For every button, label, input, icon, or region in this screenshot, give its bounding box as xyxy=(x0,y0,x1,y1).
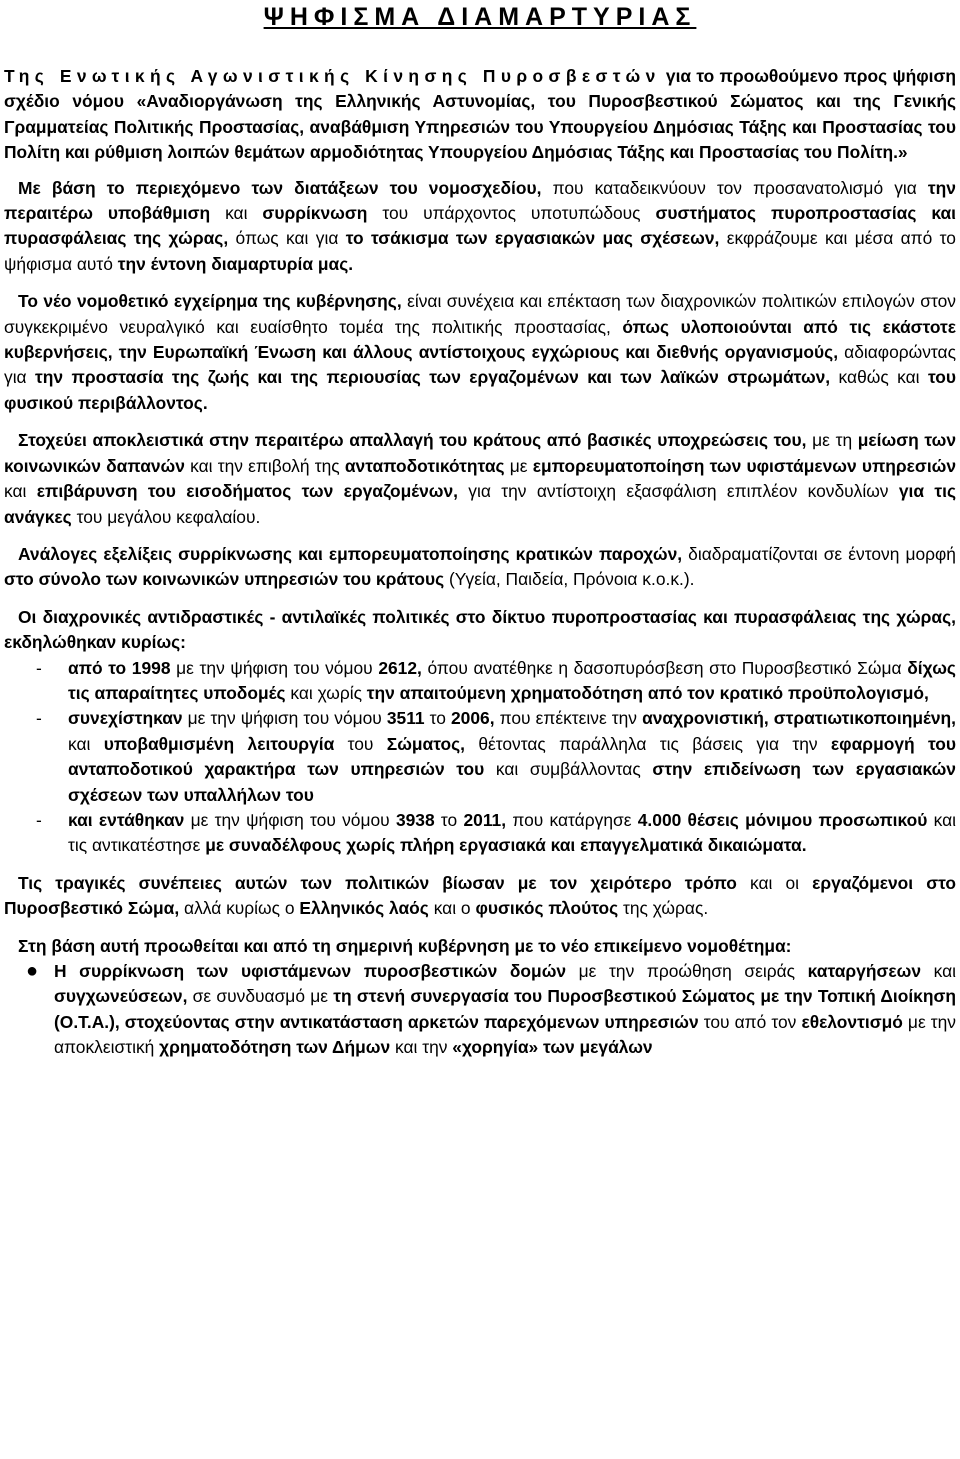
paragraph-3: Στοχεύει αποκλειστικά στην περαιτέρω απαλλαγή του κράτους από βασικές υποχρεώσεις του, με τη μείωση των κοινωνικών δαπανών και την επιβολή της ανταποδοτικότητας με εμπορευματοποίηση των υφιστάμενων υπηρεσιών και επιβάρυνση του εισοδήματος των εργαζομένων, για την αντίστοιχη εξασφάλιση επιπλέον κονδυλίων για τις ανάγκες του μεγάλου κεφαλαίου. xyxy=(4,430,957,527)
paragraph-7: Στη βάση αυτή προωθείται και από τη σημερινή κυβέρνηση με το νέο επικείμενο νομοθέτημα: xyxy=(18,935,792,956)
list-item: ● Η συρρίκνωση των υφιστάμενων πυροσβεστικών δομών με την προώθηση σειράς καταργήσεων και συγχωνεύσεων, σε συνδυασμό με τη στενή συνεργασία του Πυροσβεστικού Σώματος με την Τοπική Διοίκηση (Ο.Τ.Α.), στοχεύοντας στην αντικατάσταση αρκετών παρεχόμενων υπηρεσιών του από τον εθελοντισμό με την αποκλειστική χρηματοδότηση των Δήμων και την «χορηγία» των μεγάλων xyxy=(26,960,956,1058)
list-item: - συνεχίστηκαν με την ψήφιση του νόμου 3511 το 2006, που επέκτεινε την αναχρονιστική, στρατιωτικοποιημένη, και υποβαθμισμένη λειτουργία του Σώματος, θέτοντας παράλληλα τις βάσεις για την εφαρμογή του ανταποδοτικού χαρακτήρα των υπηρεσιών του και συμβάλλοντας στην επιδείνωση των εργασιακών σχέσεων των υπαλλήλων του xyxy=(36,708,956,805)
dash-list xyxy=(4,656,956,859)
bullet-marker: ● xyxy=(26,960,39,982)
document-title: ΨΗΦΙΣΜΑ ΔΙΑΜΑΡΤΥΡΙΑΣ xyxy=(263,3,697,31)
list-item: - και εντάθηκαν με την ψήφιση του νόμου 3938 το 2011, που κατάργησε 4.000 θέσεις μόνιμου προσωπικού και τις αντικατέστησε με συναδέλφους χωρίς πλήρη εργασιακά και επαγγελματικά δικαιώματα. xyxy=(36,809,957,856)
intro-paragraph xyxy=(4,64,956,166)
paragraph-1: Με βάση το περιεχόμενο των διατάξεων του νομοσχεδίου, που καταδεικνύουν τον προσανατολισμό για την περαιτέρω υποβάθμιση και συρρίκνωση του υπάρχοντος υποτυπώδους συστήματος πυροπροστασίας και πυρασφάλειας της χώρας, όπως και για το τσάκισμα των εργασιακών μας σχέσεων, εκφράζουμε και μέσα από το ψήφισμα αυτό την έντονη διαμαρτυρία μας. xyxy=(4,177,956,274)
list-item: - από το 1998 με την ψήφιση του νόμου 2612, όπου ανατέθηκε η δασοπυρόσβεση στο Πυροσβεστικό Σώμα δίχως τις απαραίτητες υποδομές και χωρίς την απαιτούμενη χρηματοδότηση από τον κρατικό προϋπολογισμό, xyxy=(36,657,956,703)
paragraph-2: Το νέο νομοθετικό εγχείρημα της κυβέρνησης, είναι συνέχεια και επέκταση των διαχρονικών πολιτικών επιλογών στον συγκεκριμένο νευραλγικό και ευαίσθητο τομέα της πολιτικής προστασίας, όπως υλοποιούνται από τις εκάστοτε κυβερνήσεις, την Ευρωπαϊκή Ένωση και άλλους αντίστοιχους εγχώριους και διεθνής οργανισμούς, αδιαφορώντας για την προστασία της ζωής και της περιουσίας των εργαζομένων και των λαϊκών στρωμάτων, καθώς και του φυσικού περιβάλλοντος. xyxy=(4,291,956,413)
dash-marker: - xyxy=(36,809,42,830)
dash-marker: - xyxy=(36,657,42,678)
intro-organization: Της Ενωτικής Αγωνιστικής Κίνησης Πυροσβεστών xyxy=(4,66,661,86)
dash-marker: - xyxy=(36,708,42,729)
paragraph-6: Τις τραγικές συνέπειες αυτών των πολιτικών βίωσαν με τον χειρότερο τρόπο και οι εργαζόμενοι στο Πυροσβεστικό Σώμα, αλλά κυρίως ο Ελληνικός λαός και ο φυσικός πλούτος της χώρας. xyxy=(4,872,956,919)
bullet-list xyxy=(4,959,956,1061)
paragraph-5: Οι διαχρονικές αντιδραστικές - αντιλαϊκές πολιτικές στο δίκτυο πυροπροστασίας και πυρασφάλειας της χώρας, εκδηλώθηκαν κυρίως: xyxy=(4,606,956,653)
intro-text: για το προωθούμενο προς ψήφιση σχέδιο νόμου «Αναδιοργάνωση της Ελληνικής Αστυνομίας, του Πυροσβεστικού Σώματος και της Γενικής Γραμματείας Πολιτικής Προστασίας, αναβάθμιση Υπηρεσιών του Υπουργείου Δημόσιας Τάξης και Προστασίας του Πολίτη και ρύθμιση λοιπών θεμάτων αρμοδιότητας Υπουργείου Δημόσιας Τάξης και Προστασίας του Πολίτη.» xyxy=(4,66,956,163)
paragraph-4: Ανάλογες εξελίξεις συρρίκνωσης και εμπορευματοποίησης κρατικών παροχών, διαδραματίζονται σε έντονη μορφή στο σύνολο των κοινωνικών υπηρεσιών του κράτους (Υγεία, Παιδεία, Πρόνοια κ.ο.κ.). xyxy=(4,543,956,590)
